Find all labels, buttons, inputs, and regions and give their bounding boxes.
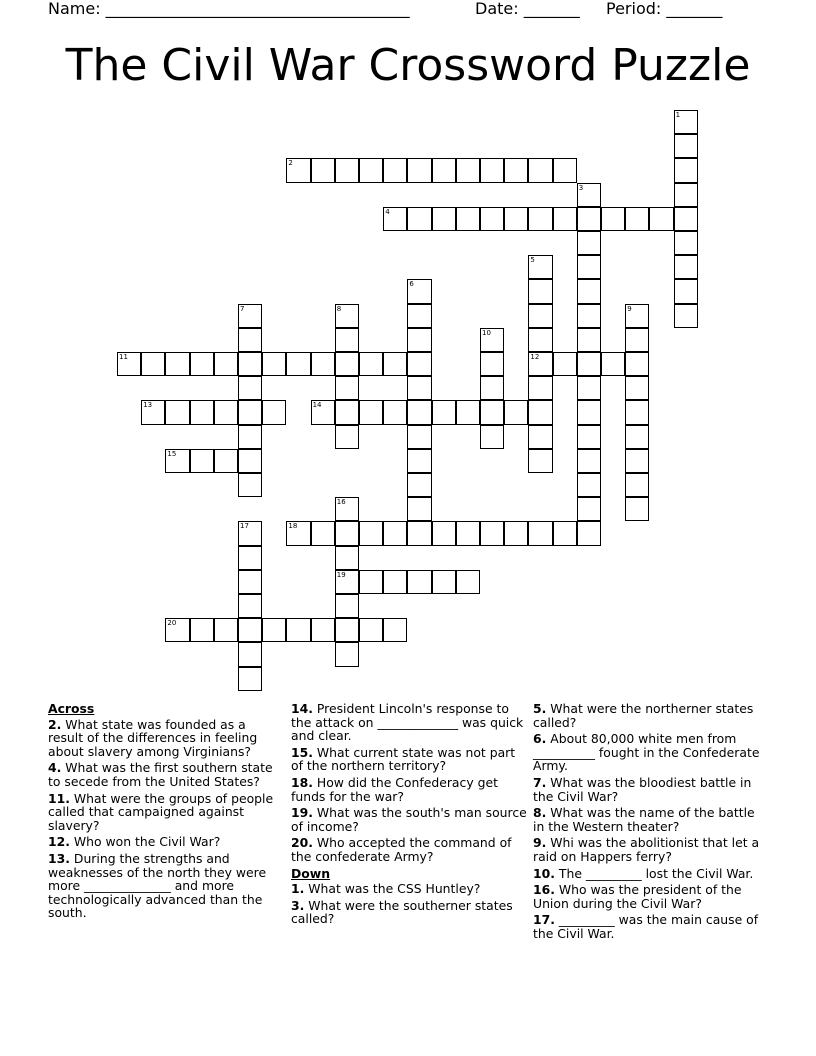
- grid-cell[interactable]: [456, 400, 480, 424]
- grid-cell[interactable]: [674, 207, 698, 231]
- grid-cell[interactable]: [577, 352, 601, 376]
- grid-cell[interactable]: [577, 231, 601, 255]
- grid-cell[interactable]: [504, 207, 528, 231]
- grid-cell[interactable]: [577, 328, 601, 352]
- grid-cell[interactable]: [480, 376, 504, 400]
- grid-cell[interactable]: [674, 183, 698, 207]
- grid-cell[interactable]: [577, 473, 601, 497]
- grid-cell[interactable]: [625, 449, 649, 473]
- grid-cell[interactable]: [625, 473, 649, 497]
- cell-number: 18: [288, 522, 298, 531]
- cell-number: 7: [240, 304, 245, 313]
- clue-column-2: [291, 702, 527, 929]
- cell-number: 16: [336, 498, 346, 507]
- clue-down-9: 9. Whi was the abolitionist that let a raid on Happers ferry?: [533, 835, 760, 864]
- grid-cell[interactable]: [407, 207, 431, 231]
- grid-cell[interactable]: [625, 400, 649, 424]
- grid-cell[interactable]: [480, 352, 504, 376]
- grid-cell[interactable]: [383, 521, 407, 545]
- grid-cell[interactable]: [528, 255, 552, 279]
- grid-cell[interactable]: [286, 352, 310, 376]
- grid-cell[interactable]: [432, 158, 456, 182]
- grid-cell[interactable]: [649, 207, 673, 231]
- clue-column-1: [48, 702, 284, 923]
- grid-cell[interactable]: [383, 158, 407, 182]
- grid-cell[interactable]: [165, 618, 189, 642]
- grid-cell[interactable]: [311, 618, 335, 642]
- grid-cell[interactable]: [190, 449, 214, 473]
- grid-cell[interactable]: [238, 642, 262, 666]
- cell-number: 14: [312, 401, 322, 410]
- grid-cell[interactable]: [335, 497, 359, 521]
- cell-number: 6: [409, 280, 414, 289]
- grid-cell[interactable]: [528, 158, 552, 182]
- clue-across-14: 14. President Lincoln's response to the attack on _____________ was quick and clear.: [291, 701, 524, 744]
- grid-cell[interactable]: [335, 425, 359, 449]
- grid-cell[interactable]: [359, 158, 383, 182]
- grid-cell[interactable]: [407, 400, 431, 424]
- grid-cell[interactable]: [674, 158, 698, 182]
- grid-cell[interactable]: [238, 667, 262, 691]
- grid-cell[interactable]: [625, 497, 649, 521]
- clue-across-15: 15. What current state was not part of the northern territory?: [291, 744, 516, 774]
- cell-number: 8: [336, 304, 342, 313]
- grid-cell[interactable]: [456, 207, 480, 231]
- grid-cell[interactable]: [165, 400, 189, 424]
- grid-cell[interactable]: [625, 352, 649, 376]
- grid-cell[interactable]: [407, 328, 431, 352]
- grid-cell[interactable]: [625, 207, 649, 231]
- grid-cell[interactable]: [674, 110, 698, 134]
- grid-cell[interactable]: [165, 449, 189, 473]
- grid-cell[interactable]: [238, 546, 262, 570]
- clue-across-11: 11. What were the groups of people called that campaigned against slavery?: [48, 790, 274, 833]
- grid-cell[interactable]: [553, 158, 577, 182]
- grid-cell[interactable]: [480, 328, 504, 352]
- grid-cell[interactable]: [577, 255, 601, 279]
- grid-cell[interactable]: [286, 618, 310, 642]
- grid-cell[interactable]: [359, 570, 383, 594]
- grid-cell[interactable]: [504, 521, 528, 545]
- grid-cell[interactable]: [504, 158, 528, 182]
- clue-down-3: 3. What were the southerner states called?: [291, 897, 513, 927]
- grid-cell[interactable]: [238, 304, 262, 328]
- grid-cell[interactable]: [214, 352, 238, 376]
- grid-cell[interactable]: [432, 207, 456, 231]
- grid-cell[interactable]: [577, 304, 601, 328]
- grid-cell[interactable]: [432, 521, 456, 545]
- grid-cell[interactable]: [553, 207, 577, 231]
- grid-cell[interactable]: [528, 376, 552, 400]
- clue-across-4: 4. What was the first southern state to secede from the United States?: [48, 760, 273, 789]
- grid-cell[interactable]: [190, 352, 214, 376]
- grid-cell[interactable]: [335, 158, 359, 182]
- grid-cell[interactable]: [335, 594, 359, 618]
- cell-number: 12: [530, 353, 540, 361]
- grid-cell[interactable]: [528, 279, 552, 303]
- grid-cell[interactable]: [262, 400, 286, 424]
- clue-down-10: 10. The _________ lost the Civil War.: [533, 865, 754, 881]
- grid-cell[interactable]: [238, 449, 262, 473]
- grid-cell[interactable]: [141, 352, 165, 376]
- grid-cell[interactable]: [407, 473, 431, 497]
- grid-cell[interactable]: [674, 279, 698, 303]
- grid-cell[interactable]: [335, 328, 359, 352]
- grid-cell[interactable]: [286, 158, 310, 182]
- grid-cell[interactable]: [214, 400, 238, 424]
- cell-number: 4: [385, 207, 390, 216]
- grid-cell[interactable]: [335, 618, 359, 642]
- grid-cell[interactable]: [262, 352, 286, 376]
- grid-cell[interactable]: [456, 570, 480, 594]
- grid-cell[interactable]: [262, 618, 286, 642]
- grid-cell[interactable]: [407, 304, 431, 328]
- clue-down-6: 6. About 80,000 white men from __________ fought in the Confederate Army.: [533, 731, 760, 774]
- grid-cell[interactable]: [577, 376, 601, 400]
- grid-cell[interactable]: [674, 231, 698, 255]
- cell-number: 19: [336, 570, 346, 579]
- grid-cell[interactable]: [286, 521, 310, 545]
- grid-cell[interactable]: [407, 425, 431, 449]
- grid-cell[interactable]: [407, 158, 431, 182]
- grid-cell[interactable]: [528, 521, 552, 545]
- grid-cell[interactable]: [480, 207, 504, 231]
- grid-cell[interactable]: [335, 352, 359, 376]
- grid-cell[interactable]: [383, 570, 407, 594]
- grid-cell[interactable]: [577, 497, 601, 521]
- clue-across-18: 18. How did the Confederacy get funds for the war?: [291, 774, 498, 804]
- grid-cell[interactable]: [335, 521, 359, 545]
- grid-cell[interactable]: [238, 521, 262, 545]
- grid-cell[interactable]: [311, 400, 335, 424]
- clue-across-2: 2. What state was founded as a result of the differences in feeling about slavery among Virginians?: [48, 716, 258, 759]
- grid-cell[interactable]: [407, 376, 431, 400]
- clue-across-12: 12. Who won the Civil War?: [48, 834, 221, 850]
- grid-cell[interactable]: [214, 618, 238, 642]
- grid-cell[interactable]: [577, 521, 601, 545]
- grid-cell[interactable]: [407, 570, 431, 594]
- grid-cell[interactable]: [528, 304, 552, 328]
- grid-cell[interactable]: [528, 352, 552, 376]
- grid-cell[interactable]: [238, 352, 262, 376]
- cell-number: 15: [167, 449, 177, 458]
- cell-number: 2: [288, 159, 293, 168]
- clue-down-8: 8. What was the name of the battle in the Western theater?: [533, 805, 755, 834]
- grid-cell[interactable]: [674, 134, 698, 158]
- grid-cell[interactable]: [311, 352, 335, 376]
- grid-cell[interactable]: [335, 376, 359, 400]
- name-field[interactable]: Name: ______________________________________: [48, 0, 410, 18]
- clue-column-3: [533, 702, 769, 944]
- grid-cell[interactable]: [674, 255, 698, 279]
- grid-cell[interactable]: [383, 352, 407, 376]
- clue-across-13: 13. During the strengths and weaknesses of the north they were more ______________ and more technologically advanced than the south.: [48, 850, 267, 921]
- grid-cell[interactable]: [165, 352, 189, 376]
- clue-across-20: 20. Who accepted the command of the confederate Army?: [291, 835, 512, 864]
- grid-cell[interactable]: [238, 376, 262, 400]
- cell-number: 11: [119, 353, 128, 361]
- grid-cell[interactable]: [456, 158, 480, 182]
- grid-cell[interactable]: [625, 328, 649, 352]
- grid-cell[interactable]: [407, 352, 431, 376]
- date-field[interactable]: Date: _______: [475, 0, 580, 18]
- clue-down-5: 5. What were the northerner states called?: [533, 701, 754, 730]
- grid-cell[interactable]: [528, 425, 552, 449]
- grid-cell[interactable]: [117, 352, 141, 376]
- grid-cell[interactable]: [190, 400, 214, 424]
- page-title: The Civil War Crossword Puzzle: [65, 40, 751, 91]
- cell-number: 10: [482, 328, 491, 337]
- grid-cell[interactable]: [601, 207, 625, 231]
- grid-cell[interactable]: [625, 425, 649, 449]
- cell-number: 17: [240, 522, 249, 531]
- clue-down-1: 1. What was the CSS Huntley?: [291, 881, 481, 897]
- grid-cell[interactable]: [504, 400, 528, 424]
- grid-cell[interactable]: [432, 570, 456, 594]
- cell-number: 13: [143, 401, 153, 410]
- clue-down-7: 7. What was the bloodiest battle in the Civil War?: [533, 774, 752, 804]
- grid-cell[interactable]: [359, 618, 383, 642]
- grid-cell[interactable]: [238, 328, 262, 352]
- grid-cell[interactable]: [335, 570, 359, 594]
- grid-cell[interactable]: [577, 279, 601, 303]
- cell-number: 3: [578, 183, 584, 192]
- grid-cell[interactable]: [238, 473, 262, 497]
- grid-cell[interactable]: [190, 618, 214, 642]
- grid-cell[interactable]: [238, 400, 262, 424]
- grid-cell[interactable]: [238, 594, 262, 618]
- grid-cell[interactable]: [528, 449, 552, 473]
- grid-cell[interactable]: [577, 207, 601, 231]
- clue-down-16: 16. Who was the president of the Union during the Civil War?: [533, 882, 742, 911]
- grid-cell[interactable]: [407, 449, 431, 473]
- grid-cell[interactable]: [577, 425, 601, 449]
- across-heading: Across: [48, 701, 95, 716]
- grid-cell[interactable]: [577, 400, 601, 424]
- grid-cell[interactable]: [625, 304, 649, 328]
- grid-cell[interactable]: [480, 400, 504, 424]
- grid-cell[interactable]: [311, 158, 335, 182]
- grid-cell[interactable]: [383, 207, 407, 231]
- grid-cell[interactable]: [141, 400, 165, 424]
- grid-cell[interactable]: [625, 376, 649, 400]
- down-heading: Down: [291, 865, 331, 881]
- grid-cell[interactable]: [238, 618, 262, 642]
- grid-cell[interactable]: [528, 328, 552, 352]
- grid-cell[interactable]: [577, 449, 601, 473]
- grid-cell[interactable]: [407, 521, 431, 545]
- clue-down-17: 17. _________ was the main cause of the Civil War.: [533, 912, 759, 941]
- grid-cell[interactable]: [601, 352, 625, 376]
- grid-cell[interactable]: [335, 546, 359, 570]
- grid-cell[interactable]: [432, 400, 456, 424]
- grid-cell[interactable]: [238, 570, 262, 594]
- grid-cell[interactable]: [383, 400, 407, 424]
- grid-cell[interactable]: [359, 352, 383, 376]
- period-field[interactable]: Period: _______: [606, 0, 723, 18]
- grid-cell[interactable]: [359, 400, 383, 424]
- cell-number: 1: [675, 111, 681, 119]
- grid-cell[interactable]: [407, 279, 431, 303]
- grid-cell[interactable]: [553, 352, 577, 376]
- clue-across-19: 19. What was the south's man source of income?: [291, 805, 527, 834]
- grid-cell[interactable]: [577, 183, 601, 207]
- grid-cell[interactable]: [456, 521, 480, 545]
- cell-number: 5: [530, 256, 535, 265]
- grid-cell[interactable]: [335, 304, 359, 328]
- cell-number: 20: [167, 619, 177, 628]
- grid-cell[interactable]: [528, 207, 552, 231]
- grid-cell[interactable]: [311, 521, 335, 545]
- grid-cell[interactable]: [335, 642, 359, 666]
- cell-number: 9: [627, 304, 632, 313]
- grid-cell[interactable]: [359, 521, 383, 545]
- grid-cell[interactable]: [480, 158, 504, 182]
- grid-cell[interactable]: [335, 400, 359, 424]
- grid-cell[interactable]: [528, 400, 552, 424]
- grid-cell[interactable]: [674, 304, 698, 328]
- grid-cell[interactable]: [383, 618, 407, 642]
- grid-cell[interactable]: [480, 425, 504, 449]
- grid-cell[interactable]: [214, 449, 238, 473]
- grid-cell[interactable]: [407, 497, 431, 521]
- grid-cell[interactable]: [553, 521, 577, 545]
- grid-cell[interactable]: [238, 425, 262, 449]
- grid-cell[interactable]: [480, 521, 504, 545]
